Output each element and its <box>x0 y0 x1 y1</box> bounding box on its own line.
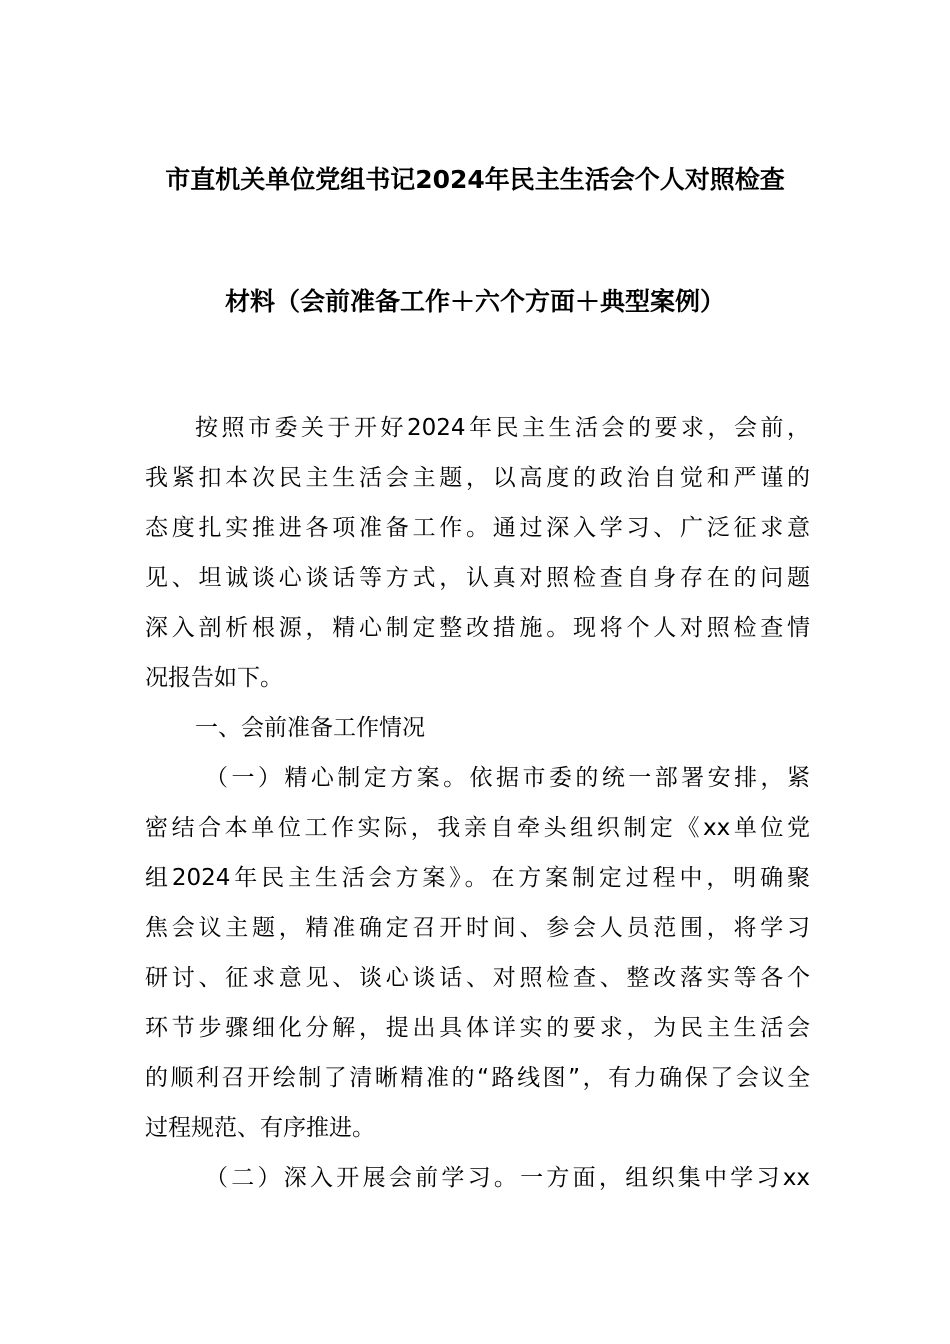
paragraph-line: 按照市委关于开好2024年民主生活会的要求，会前， <box>195 415 810 441</box>
paragraph-line: 的顺利召开绘制了清晰精准的“路线图”，有力确保了会议全 <box>145 1065 810 1091</box>
paragraph-line: 况报告如下。 <box>145 665 283 691</box>
paragraph-line: （二）深入开展会前学习。一方面，组织集中学习xx <box>205 1165 810 1191</box>
document-title-line-1: 市直机关单位党组书记2024年民主生活会个人对照检查 <box>165 165 785 194</box>
paragraph-line: 环节步骤细化分解，提出具体详实的要求，为民主生活会 <box>145 1015 810 1041</box>
document-title-line-2: 材料（会前准备工作＋六个方面＋典型案例） <box>224 287 725 316</box>
section-heading: 一、会前准备工作情况 <box>195 715 425 741</box>
document-body <box>145 403 810 1203</box>
paragraph-line: （一）精心制定方案。依据市委的统一部署安排，紧 <box>205 765 810 791</box>
paragraph-line: 我紧扣本次民主生活会主题，以高度的政治自觉和严谨的 <box>145 465 810 491</box>
paragraph-line: 密结合本单位工作实际，我亲自牵头组织制定《xx单位党 <box>145 815 810 841</box>
paragraph-line: 焦会议主题，精准确定召开时间、参会人员范围，将学习 <box>145 915 810 941</box>
paragraph-line: 过程规范、有序推进。 <box>145 1115 375 1141</box>
paragraph-line: 深入剖析根源，精心制定整改措施。现将个人对照检查情 <box>145 615 810 641</box>
paragraph-line: 态度扎实推进各项准备工作。通过深入学习、广泛征求意 <box>145 515 810 541</box>
paragraph-line: 研讨、征求意见、谈心谈话、对照检查、整改落实等各个 <box>145 965 810 991</box>
paragraph-line: 见、坦诚谈心谈话等方式，认真对照检查自身存在的问题 <box>145 565 810 591</box>
paragraph-line: 组2024年民主生活会方案》。在方案制定过程中，明确聚 <box>145 865 810 891</box>
